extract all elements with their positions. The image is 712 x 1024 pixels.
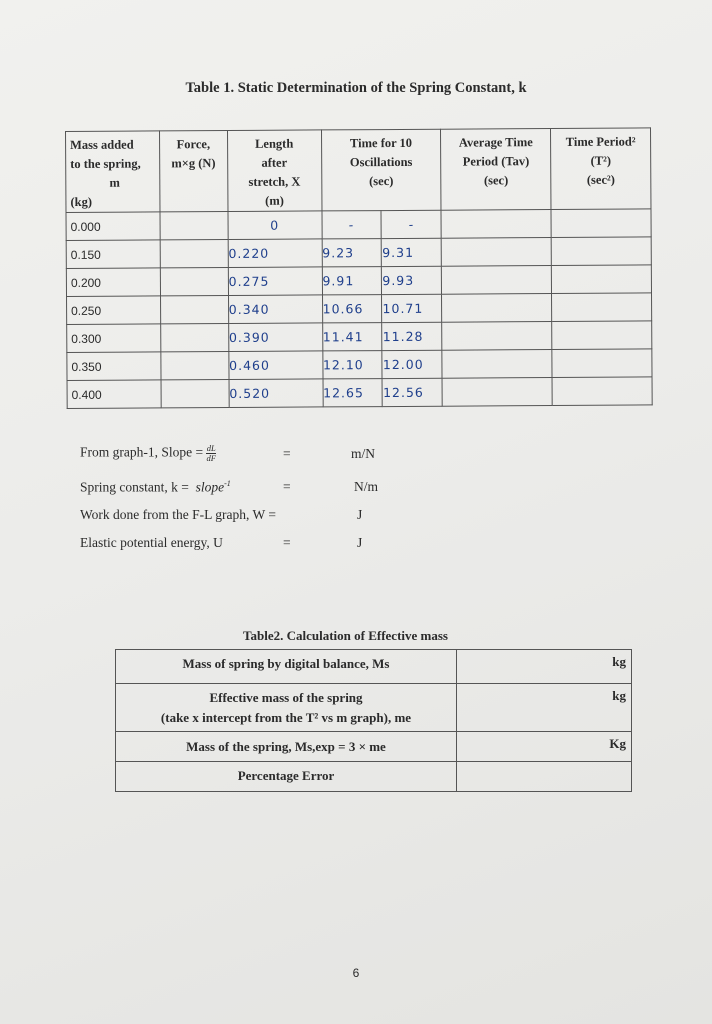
- table1-title: Table 1. Static Determination of the Spring Constant, k: [185, 80, 527, 96]
- label-cell: Mass of spring by digital balance, Ms: [116, 650, 457, 684]
- mass-cell: 0.350: [67, 352, 161, 381]
- time1-cell: 9.23: [322, 239, 382, 267]
- energy-equals: =: [283, 535, 291, 550]
- avg-cell: [442, 238, 552, 267]
- header-time10: Time for 10 Oscillations (sec): [321, 129, 441, 211]
- force-cell: [160, 268, 228, 296]
- time2-cell: -: [381, 210, 441, 238]
- table-row: [66, 265, 651, 297]
- table-row: [116, 732, 632, 762]
- table2-title: Table2. Calculation of Effective mass: [243, 628, 448, 643]
- tsq-cell: [552, 293, 652, 322]
- tsq-cell: [552, 349, 652, 378]
- label-cell: Percentage Error: [116, 762, 457, 792]
- length-cell: 0.460: [229, 351, 323, 380]
- spring-constant-table: [65, 127, 653, 409]
- time1-cell: 12.65: [323, 379, 383, 407]
- force-cell: [160, 240, 228, 268]
- avg-cell: [442, 294, 552, 323]
- time1-cell: 12.10: [322, 351, 382, 379]
- time2-cell: 10.71: [382, 294, 442, 322]
- length-cell: 0.340: [228, 295, 322, 324]
- k-equals: =: [283, 479, 291, 494]
- time2-cell: 12.00: [382, 350, 442, 378]
- header-average-time: Average Time Period (Tav) (sec): [441, 129, 551, 211]
- energy-unit: J: [357, 535, 363, 550]
- label-cell: Mass of the spring, Ms,exp = 3 × me: [116, 732, 457, 762]
- force-cell: [160, 212, 228, 240]
- unit-cell: Kg: [457, 732, 632, 762]
- mass-cell: 0.150: [66, 240, 160, 269]
- tsq-cell: [551, 209, 651, 238]
- length-cell: 0.220: [228, 239, 322, 268]
- force-cell: [161, 380, 229, 408]
- force-cell: [161, 352, 229, 380]
- table-row: [67, 293, 652, 325]
- avg-cell: [442, 266, 552, 295]
- unit-cell: [457, 762, 632, 792]
- time1-cell: 11.41: [322, 323, 382, 351]
- slope-equals: =: [283, 446, 291, 461]
- header-mass: Mass added to the spring, m (kg): [66, 131, 160, 213]
- mass-cell: 0.300: [67, 324, 161, 353]
- header-length: Length after stretch, X (m): [227, 130, 321, 212]
- table-header-row: [66, 128, 651, 213]
- page-number: 6: [352, 966, 360, 980]
- table-row: [67, 349, 652, 381]
- avg-cell: [442, 378, 552, 407]
- header-force: Force, m×g (N): [159, 131, 227, 212]
- unit-cell: kg: [457, 650, 632, 684]
- force-cell: [160, 324, 228, 352]
- table-row: [116, 650, 632, 684]
- table-row: [67, 321, 652, 353]
- length-cell: 0.390: [228, 323, 322, 352]
- label-cell: Effective mass of the spring (take x intercept from the T² vs m graph), me: [116, 684, 457, 732]
- force-cell: [160, 296, 228, 324]
- slope-fraction: $\frac{dL}{dF}$: [206, 443, 216, 463]
- time2-cell: 12.56: [382, 378, 442, 406]
- mass-cell: 0.200: [66, 268, 160, 297]
- length-cell: 0: [228, 211, 322, 240]
- avg-cell: [442, 322, 552, 351]
- tsq-cell: [552, 377, 652, 406]
- tsq-cell: [552, 321, 652, 350]
- mass-cell: 0.400: [67, 380, 161, 409]
- header-time-period-squared: Time Period² (T²) (sec²): [551, 128, 651, 210]
- unit-cell: kg: [457, 684, 632, 732]
- length-cell: 0.275: [228, 267, 322, 296]
- avg-cell: [442, 350, 552, 379]
- table-row: [66, 237, 651, 269]
- time2-cell: 9.31: [382, 238, 442, 266]
- mass-cell: 0.000: [66, 212, 160, 241]
- elastic-energy-label: Elastic potential energy, U: [80, 535, 223, 550]
- time2-cell: 9.93: [382, 266, 442, 294]
- slope-label: From graph-1, Slope = $\frac{dL}{dF}$: [80, 443, 216, 463]
- tsq-cell: [551, 237, 651, 266]
- table-row: [116, 684, 632, 732]
- tsq-cell: [551, 265, 651, 294]
- slope-unit: m/N: [351, 446, 376, 461]
- table-row: [66, 209, 651, 241]
- time2-cell: 11.28: [382, 322, 442, 350]
- length-cell: 0.520: [229, 379, 323, 408]
- time1-cell: -: [321, 211, 381, 239]
- effective-mass-table: [115, 649, 632, 792]
- avg-cell: [441, 210, 551, 239]
- work-unit: J: [357, 507, 363, 522]
- spring-constant-label: Spring constant, k = slope$^{-1}$: [80, 479, 231, 495]
- time1-cell: 9.91: [322, 267, 382, 295]
- work-done-label: Work done from the F-L graph, W =: [80, 507, 276, 522]
- table-row: [67, 377, 652, 409]
- mass-cell: 0.250: [67, 296, 161, 325]
- k-unit: N/m: [354, 479, 379, 494]
- time1-cell: 10.66: [322, 295, 382, 323]
- table-row: [116, 762, 632, 792]
